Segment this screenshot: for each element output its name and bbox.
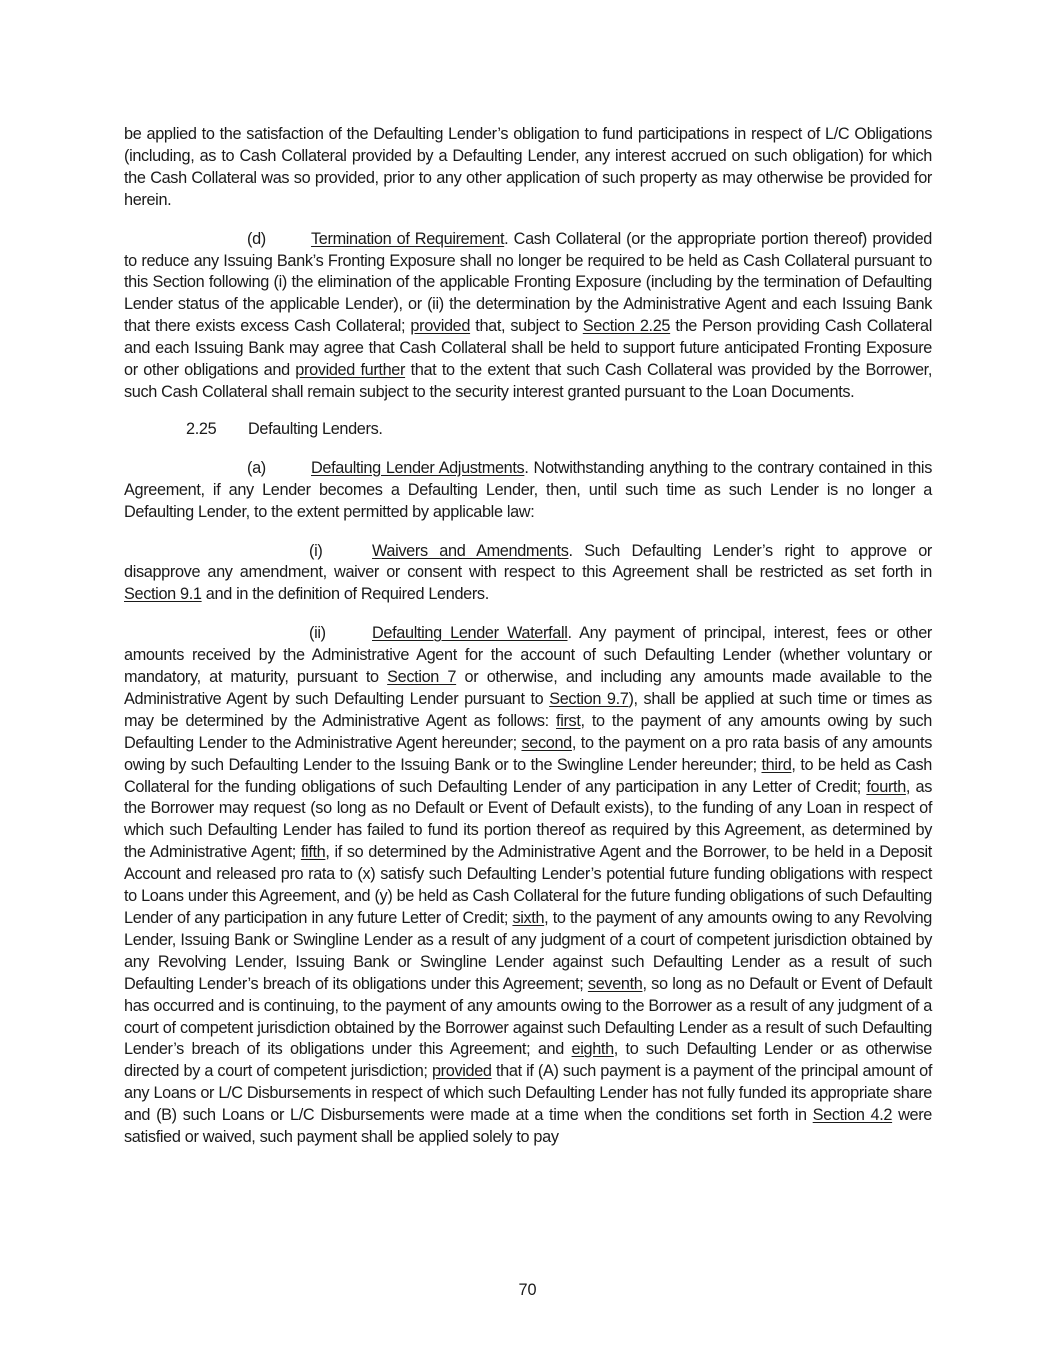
paragraph-text: . Cash Collateral (or the appropriate portion thereof) provided to reduce any Issuing Bank’s Fronting Exposure shall no longer be required to be held as Cash Collateral pursuant to this Section following (i) the elimination of the applicable Fronting Exposure (including by the termination of Defaulting Lender status of the applicable Lender), or (ii) the determination by the Administrative Agent and each Issuing Bank that there exists excess Cash Collateral; (124, 229, 932, 336)
section-reference: Section 4.2 (812, 1106, 893, 1125)
paragraph-marker: (d) (247, 229, 266, 248)
paragraph-text: or otherwise, and including any amounts made available to the Administrative Agent by such Defaulting Lender pursuant to (124, 668, 932, 708)
document-page (124, 124, 932, 1149)
paragraph-text: . Notwithstanding anything to the contrary contained in this Agreement, if any Lender becomes a Defaulting Lender, then, until such time as such Lender is no longer a Defaulting Lender, to the extent permitted by applicable law: (124, 458, 932, 521)
paragraph-i (124, 541, 932, 607)
paragraph-text: , to the payment of any amounts owing to any Revolving Lender, Issuing Bank or Swingline Lender as a result of any judgment of a court of competent jurisdiction obtained by any Revolving Lender, Issuing Bank or Swingline Lender against such Defaulting Lender as a result of such Defaulting Lender’s breach of its obligations under this Agreement; (124, 909, 932, 993)
paragraph-text: , if so determined by the Administrative Agent and the Borrower, to be held in a Deposit Account and released pro rata to (x) satisfy such Defaulting Lender’s potential future funding obligations with respect to Loans under this Agreement, and (y) be held as Cash Collateral for the future funding obligations of such Defaulting Lender of any participation in any future Letter of Credit; (124, 843, 932, 927)
paragraph-c-continuation (124, 124, 932, 212)
paragraph-title: Termination of Requirement (311, 229, 505, 248)
paragraph-marker: (a) (247, 458, 266, 477)
paragraph-text: . Any payment of principal, interest, fees or other amounts received by the Administrative Agent for the account of such Defaulting Lender (whether voluntary or mandatory, at maturity, pursuant to (124, 624, 932, 687)
paragraph-text: that, subject to (470, 317, 583, 336)
provided-term: provided (431, 1062, 492, 1081)
waterfall-step-third: third (761, 755, 792, 774)
paragraph-text: and in the definition of Required Lenders. (201, 585, 489, 604)
waterfall-step-fourth: fourth (866, 777, 906, 796)
section-title: Defaulting Lenders. (248, 419, 383, 438)
paragraph-ii (124, 623, 932, 1149)
paragraph-marker: (i) (309, 541, 323, 560)
waterfall-step-sixth: sixth (512, 909, 545, 927)
section-number: 2.25 (186, 419, 217, 438)
paragraph-title: Defaulting Lender Adjustments (311, 458, 525, 477)
paragraph-text: that to the extent that such Cash Collateral was provided by the Borrower, such Cash Collateral shall remain subject to the security interest granted pursuant to the Loan Documents. (124, 361, 932, 401)
provided-further-term: provided further (295, 361, 406, 380)
paragraph-title: Waivers and Amendments (372, 541, 569, 560)
section-heading (124, 419, 932, 441)
section-reference: Section 9.1 (124, 585, 202, 604)
paragraph-text: the Person providing Cash Collateral and each Issuing Bank may agree that Cash Collateral shall be held to support future anticipated Fronting Exposure or other obligations and (124, 317, 932, 380)
paragraph-a (124, 458, 932, 524)
paragraph-marker: (ii) (309, 624, 326, 643)
waterfall-step-eighth: eighth (571, 1040, 614, 1059)
paragraph-text: were satisfied or waived, such payment shall be applied solely to pay (124, 1106, 932, 1147)
provided-term: provided (410, 317, 471, 336)
paragraph-title: Defaulting Lender Waterfall (372, 624, 568, 643)
paragraph-text: , as the Borrower may request (so long as no Default or Event of Default exists), to the funding of any Loan in respect of which such Defaulting Lender has failed to fund its portion thereof as required by this Agreement, as determined by the Administrative Agent; (124, 777, 932, 862)
waterfall-step-second: second (521, 733, 572, 752)
paragraph-d (124, 229, 932, 404)
waterfall-step-seventh: seventh (587, 974, 643, 993)
paragraph-text: . Such Defaulting Lender’s right to approve or disapprove any amendment, waiver or consent with respect to this Agreement shall be restricted as set forth in (124, 541, 933, 582)
paragraph-text: , so long as no Default or Event of Default has occurred and is continuing, to the payment of any amounts owing to the Borrower as a result of any judgment of a court of competent jurisdiction obtained by the Borrower against such Defaulting Lender as a result of such Defaulting Lender’s breach of its obligations under this Agreement; and (124, 974, 932, 1059)
waterfall-step-fifth: fifth (300, 843, 326, 862)
paragraph-text: that if (A) such payment is a payment of the principal amount of any Loans or L/C Disbursements in respect of which such Defaulting Lender has not fully funded its appropriate share and (B) such Loans or L/C Disbursements were made at a time when the conditions set forth in (124, 1062, 932, 1125)
section-reference: Section 7 (387, 668, 457, 687)
section-reference: Section 9.7 (549, 689, 629, 708)
paragraph-text: , to such Defaulting Lender or as otherwise directed by a court of competent jurisdiction; (124, 1040, 932, 1081)
paragraph-text: , to the payment on a pro rata basis of any amounts owing by such Defaulting Lender to the Issuing Bank or to the Swingline Lender hereunder; (124, 733, 932, 774)
paragraph-text: , to the payment of any amounts owing by such Defaulting Lender to the Administrative Agent hereunder; (124, 711, 933, 752)
paragraph-text: ), shall be applied at such time or times as may be determined by the Administrative Agent as follows: (124, 689, 932, 730)
paragraph-text: be applied to the satisfaction of the Defaulting Lender’s obligation to fund participations in respect of L/C Obligations (including, as to Cash Collateral provided by a Defaulting Lender, any interest accrued on such obligation) for which the Cash Collateral was so provided, prior to any other application of such property as may otherwise be provided for herein. (124, 125, 932, 209)
page-number: 70 (518, 1281, 537, 1299)
section-reference: Section 2.25 (582, 317, 671, 336)
paragraph-text: , to be held as Cash Collateral for the funding obligations of such Defaulting Lender of any participation in any Letter of Credit; (124, 755, 932, 796)
waterfall-step-first: first (556, 711, 581, 730)
